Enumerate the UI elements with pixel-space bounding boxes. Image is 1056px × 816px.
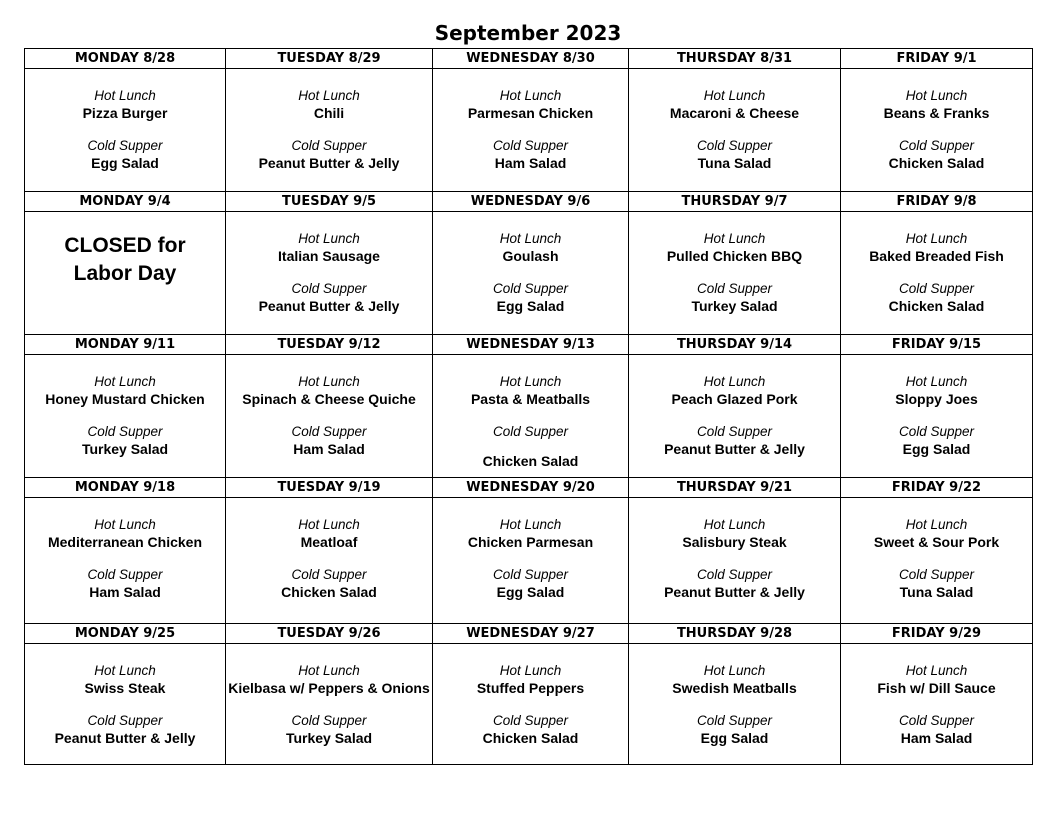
- day-header: TUESDAY 8/29: [226, 49, 433, 69]
- cold-supper-label: Cold Supper: [696, 424, 773, 439]
- day-header: TUESDAY 9/26: [226, 624, 433, 644]
- hot-lunch-dish: Salisbury Steak: [682, 534, 787, 550]
- day-header: WEDNESDAY 9/6: [433, 192, 629, 212]
- hot-lunch-label: Hot Lunch: [905, 231, 968, 246]
- day-cell: [433, 498, 629, 624]
- hot-lunch-dish: Swedish Meatballs: [672, 680, 797, 696]
- day-cell: [433, 644, 629, 765]
- hot-lunch-label: Hot Lunch: [298, 663, 360, 678]
- cold-supper-label: Cold Supper: [898, 281, 975, 296]
- cold-supper-dish: Turkey Salad: [285, 730, 373, 746]
- hot-lunch-dish: Italian Sausage: [278, 248, 380, 264]
- hot-lunch-dish: Sweet & Sour Pork: [873, 534, 1000, 550]
- day-header: MONDAY 9/11: [25, 335, 226, 355]
- hot-lunch-label: Hot Lunch: [703, 374, 766, 389]
- day-cell: [629, 212, 841, 335]
- cold-supper-label: Cold Supper: [696, 713, 773, 728]
- hot-lunch-label: Hot Lunch: [298, 231, 360, 246]
- cold-supper-dish: Chicken Salad: [888, 155, 985, 171]
- day-header: FRIDAY 9/1: [841, 49, 1033, 69]
- day-cell: [25, 69, 226, 192]
- hot-lunch-label: Hot Lunch: [499, 663, 562, 678]
- week-menu-row: [25, 212, 1033, 335]
- hot-lunch-label: Hot Lunch: [703, 663, 766, 678]
- hot-lunch-label: Hot Lunch: [905, 663, 968, 678]
- hot-lunch-label: Hot Lunch: [298, 374, 360, 389]
- day-cell: [226, 212, 433, 335]
- hot-lunch-dish: Meatloaf: [300, 534, 358, 550]
- hot-lunch-dish: Swiss Steak: [84, 680, 166, 696]
- cold-supper-label: Cold Supper: [696, 567, 773, 582]
- hot-lunch-label: Hot Lunch: [499, 231, 562, 246]
- cold-supper-label: Cold Supper: [492, 281, 569, 296]
- day-cell: [433, 69, 629, 192]
- hot-lunch-dish: Chili: [313, 105, 345, 121]
- hot-lunch-label: Hot Lunch: [94, 663, 156, 678]
- cold-supper-dish: Ham Salad: [293, 441, 365, 457]
- cold-supper-dish: Chicken Salad: [888, 298, 985, 314]
- cold-supper-dish: Chicken Salad: [482, 730, 579, 746]
- hot-lunch-label: Hot Lunch: [94, 88, 156, 103]
- hot-lunch-label: Hot Lunch: [298, 88, 360, 103]
- day-cell: [629, 355, 841, 478]
- hot-lunch-dish: Parmesan Chicken: [467, 105, 594, 121]
- day-header: MONDAY 9/18: [25, 478, 226, 498]
- cold-supper-label: Cold Supper: [291, 567, 367, 582]
- cold-supper-label: Cold Supper: [291, 138, 367, 153]
- hot-lunch-label: Hot Lunch: [94, 517, 156, 532]
- hot-lunch-label: Hot Lunch: [905, 374, 968, 389]
- day-cell: [226, 644, 433, 765]
- day-header: FRIDAY 9/8: [841, 192, 1033, 212]
- day-header: FRIDAY 9/15: [841, 335, 1033, 355]
- day-header: FRIDAY 9/22: [841, 478, 1033, 498]
- hot-lunch-dish: Pizza Burger: [82, 105, 168, 121]
- cold-supper-label: Cold Supper: [87, 138, 163, 153]
- cold-supper-label: Cold Supper: [492, 138, 569, 153]
- cold-supper-label: Cold Supper: [898, 424, 975, 439]
- hot-lunch-dish: Macaroni & Cheese: [669, 105, 800, 121]
- hot-lunch-label: Hot Lunch: [298, 517, 360, 532]
- hot-lunch-label: Hot Lunch: [499, 88, 562, 103]
- day-header: THURSDAY 9/28: [629, 624, 841, 644]
- day-cell: [841, 69, 1033, 192]
- day-cell: [25, 355, 226, 478]
- day-header: WEDNESDAY 9/20: [433, 478, 629, 498]
- cold-supper-dish: Egg Salad: [496, 298, 565, 314]
- hot-lunch-dish: Stuffed Peppers: [476, 680, 585, 696]
- week-header-row: [25, 335, 1033, 355]
- hot-lunch-dish: Baked Breaded Fish: [869, 248, 1004, 264]
- week-menu-row: [25, 644, 1033, 765]
- day-cell: [841, 644, 1033, 765]
- cold-supper-dish: Ham Salad: [89, 584, 161, 600]
- cold-supper-label: Cold Supper: [291, 713, 367, 728]
- hot-lunch-dish: Goulash: [502, 248, 559, 264]
- day-header: THURSDAY 9/7: [629, 192, 841, 212]
- day-cell: [629, 69, 841, 192]
- hot-lunch-label: Hot Lunch: [905, 517, 968, 532]
- week-header-row: [25, 478, 1033, 498]
- hot-lunch-dish: Chicken Parmesan: [467, 534, 594, 550]
- cold-supper-label: Cold Supper: [492, 713, 569, 728]
- day-cell: [226, 355, 433, 478]
- cold-supper-label: Cold Supper: [87, 567, 163, 582]
- day-cell: [226, 498, 433, 624]
- day-header: MONDAY 9/25: [25, 624, 226, 644]
- day-header: THURSDAY 9/21: [629, 478, 841, 498]
- day-cell: [25, 644, 226, 765]
- cold-supper-dish: Peanut Butter & Jelly: [258, 298, 400, 314]
- day-cell: [433, 212, 629, 335]
- week-header-row: [25, 192, 1033, 212]
- hot-lunch-dish: Honey Mustard Chicken: [45, 391, 205, 407]
- hot-lunch-label: Hot Lunch: [94, 374, 156, 389]
- day-header: MONDAY 9/4: [25, 192, 226, 212]
- hot-lunch-dish: Kielbasa w/ Peppers & Onions: [228, 680, 430, 696]
- day-header: TUESDAY 9/12: [226, 335, 433, 355]
- week-menu-row: [25, 355, 1033, 478]
- day-cell: [433, 355, 629, 478]
- cold-supper-label: Cold Supper: [87, 713, 163, 728]
- day-cell: [25, 498, 226, 624]
- hot-lunch-label: Hot Lunch: [499, 374, 562, 389]
- cold-supper-label: Cold Supper: [492, 567, 569, 582]
- cold-supper-label: Cold Supper: [87, 424, 163, 439]
- day-header: FRIDAY 9/29: [841, 624, 1033, 644]
- day-header: WEDNESDAY 9/27: [433, 624, 629, 644]
- cold-supper-dish: Ham Salad: [494, 155, 567, 171]
- hot-lunch-dish: Peach Glazed Pork: [671, 391, 798, 407]
- cold-supper-dish: Peanut Butter & Jelly: [664, 584, 805, 600]
- week-menu-row: [25, 498, 1033, 624]
- cold-supper-dish: Chicken Salad: [281, 584, 377, 600]
- cold-supper-dish: Peanut Butter & Jelly: [54, 730, 196, 746]
- hot-lunch-dish: Sloppy Joes: [895, 391, 978, 407]
- hot-lunch-dish: Fish w/ Dill Sauce: [877, 680, 996, 696]
- hot-lunch-label: Hot Lunch: [905, 88, 968, 103]
- day-header: THURSDAY 9/14: [629, 335, 841, 355]
- closed-notice-line1: CLOSED for: [64, 234, 186, 257]
- cold-supper-label: Cold Supper: [696, 138, 773, 153]
- cold-supper-label: Cold Supper: [492, 424, 569, 439]
- closed-notice-line2: Labor Day: [73, 262, 177, 285]
- cold-supper-dish: Peanut Butter & Jelly: [664, 441, 805, 457]
- cold-supper-dish: Chicken Salad: [482, 453, 579, 469]
- hot-lunch-dish: Spinach & Cheese Quiche: [242, 391, 416, 407]
- cold-supper-dish: Ham Salad: [900, 730, 973, 746]
- hot-lunch-dish: Mediterranean Chicken: [47, 534, 203, 550]
- day-cell: [629, 498, 841, 624]
- day-cell: [841, 498, 1033, 624]
- cold-supper-label: Cold Supper: [291, 281, 367, 296]
- hot-lunch-label: Hot Lunch: [703, 231, 766, 246]
- day-header: TUESDAY 9/5: [226, 192, 433, 212]
- hot-lunch-label: Hot Lunch: [703, 517, 766, 532]
- cold-supper-dish: Egg Salad: [902, 441, 971, 457]
- cold-supper-dish: Egg Salad: [496, 584, 565, 600]
- day-header: MONDAY 8/28: [25, 49, 226, 69]
- hot-lunch-dish: Beans & Franks: [883, 105, 990, 121]
- day-cell: [226, 69, 433, 192]
- day-header: TUESDAY 9/19: [226, 478, 433, 498]
- cold-supper-dish: Turkey Salad: [691, 298, 778, 314]
- hot-lunch-label: Hot Lunch: [499, 517, 562, 532]
- cold-supper-label: Cold Supper: [898, 567, 975, 582]
- day-cell: [841, 355, 1033, 478]
- day-header: WEDNESDAY 9/13: [433, 335, 629, 355]
- week-menu-row: [25, 69, 1033, 192]
- menu-calendar-table: [24, 48, 1033, 765]
- day-cell: [841, 212, 1033, 335]
- cold-supper-label: Cold Supper: [898, 138, 975, 153]
- cold-supper-dish: Tuna Salad: [899, 584, 974, 600]
- cold-supper-label: Cold Supper: [696, 281, 773, 296]
- cold-supper-dish: Peanut Butter & Jelly: [258, 155, 400, 171]
- cold-supper-label: Cold Supper: [898, 713, 975, 728]
- day-cell: [629, 644, 841, 765]
- hot-lunch-dish: Pulled Chicken BBQ: [666, 248, 803, 264]
- cold-supper-dish: Egg Salad: [91, 155, 159, 171]
- cold-supper-dish: Turkey Salad: [81, 441, 169, 457]
- day-header: THURSDAY 8/31: [629, 49, 841, 69]
- day-cell-closed: [25, 212, 226, 335]
- cold-supper-label: Cold Supper: [291, 424, 367, 439]
- page-title: September 2023: [434, 21, 622, 45]
- hot-lunch-label: Hot Lunch: [703, 88, 766, 103]
- week-header-row: [25, 624, 1033, 644]
- day-header: WEDNESDAY 8/30: [433, 49, 629, 69]
- cold-supper-dish: Tuna Salad: [697, 155, 772, 171]
- hot-lunch-dish: Pasta & Meatballs: [470, 391, 591, 407]
- cold-supper-dish: Egg Salad: [700, 730, 769, 746]
- week-header-row: [25, 49, 1033, 69]
